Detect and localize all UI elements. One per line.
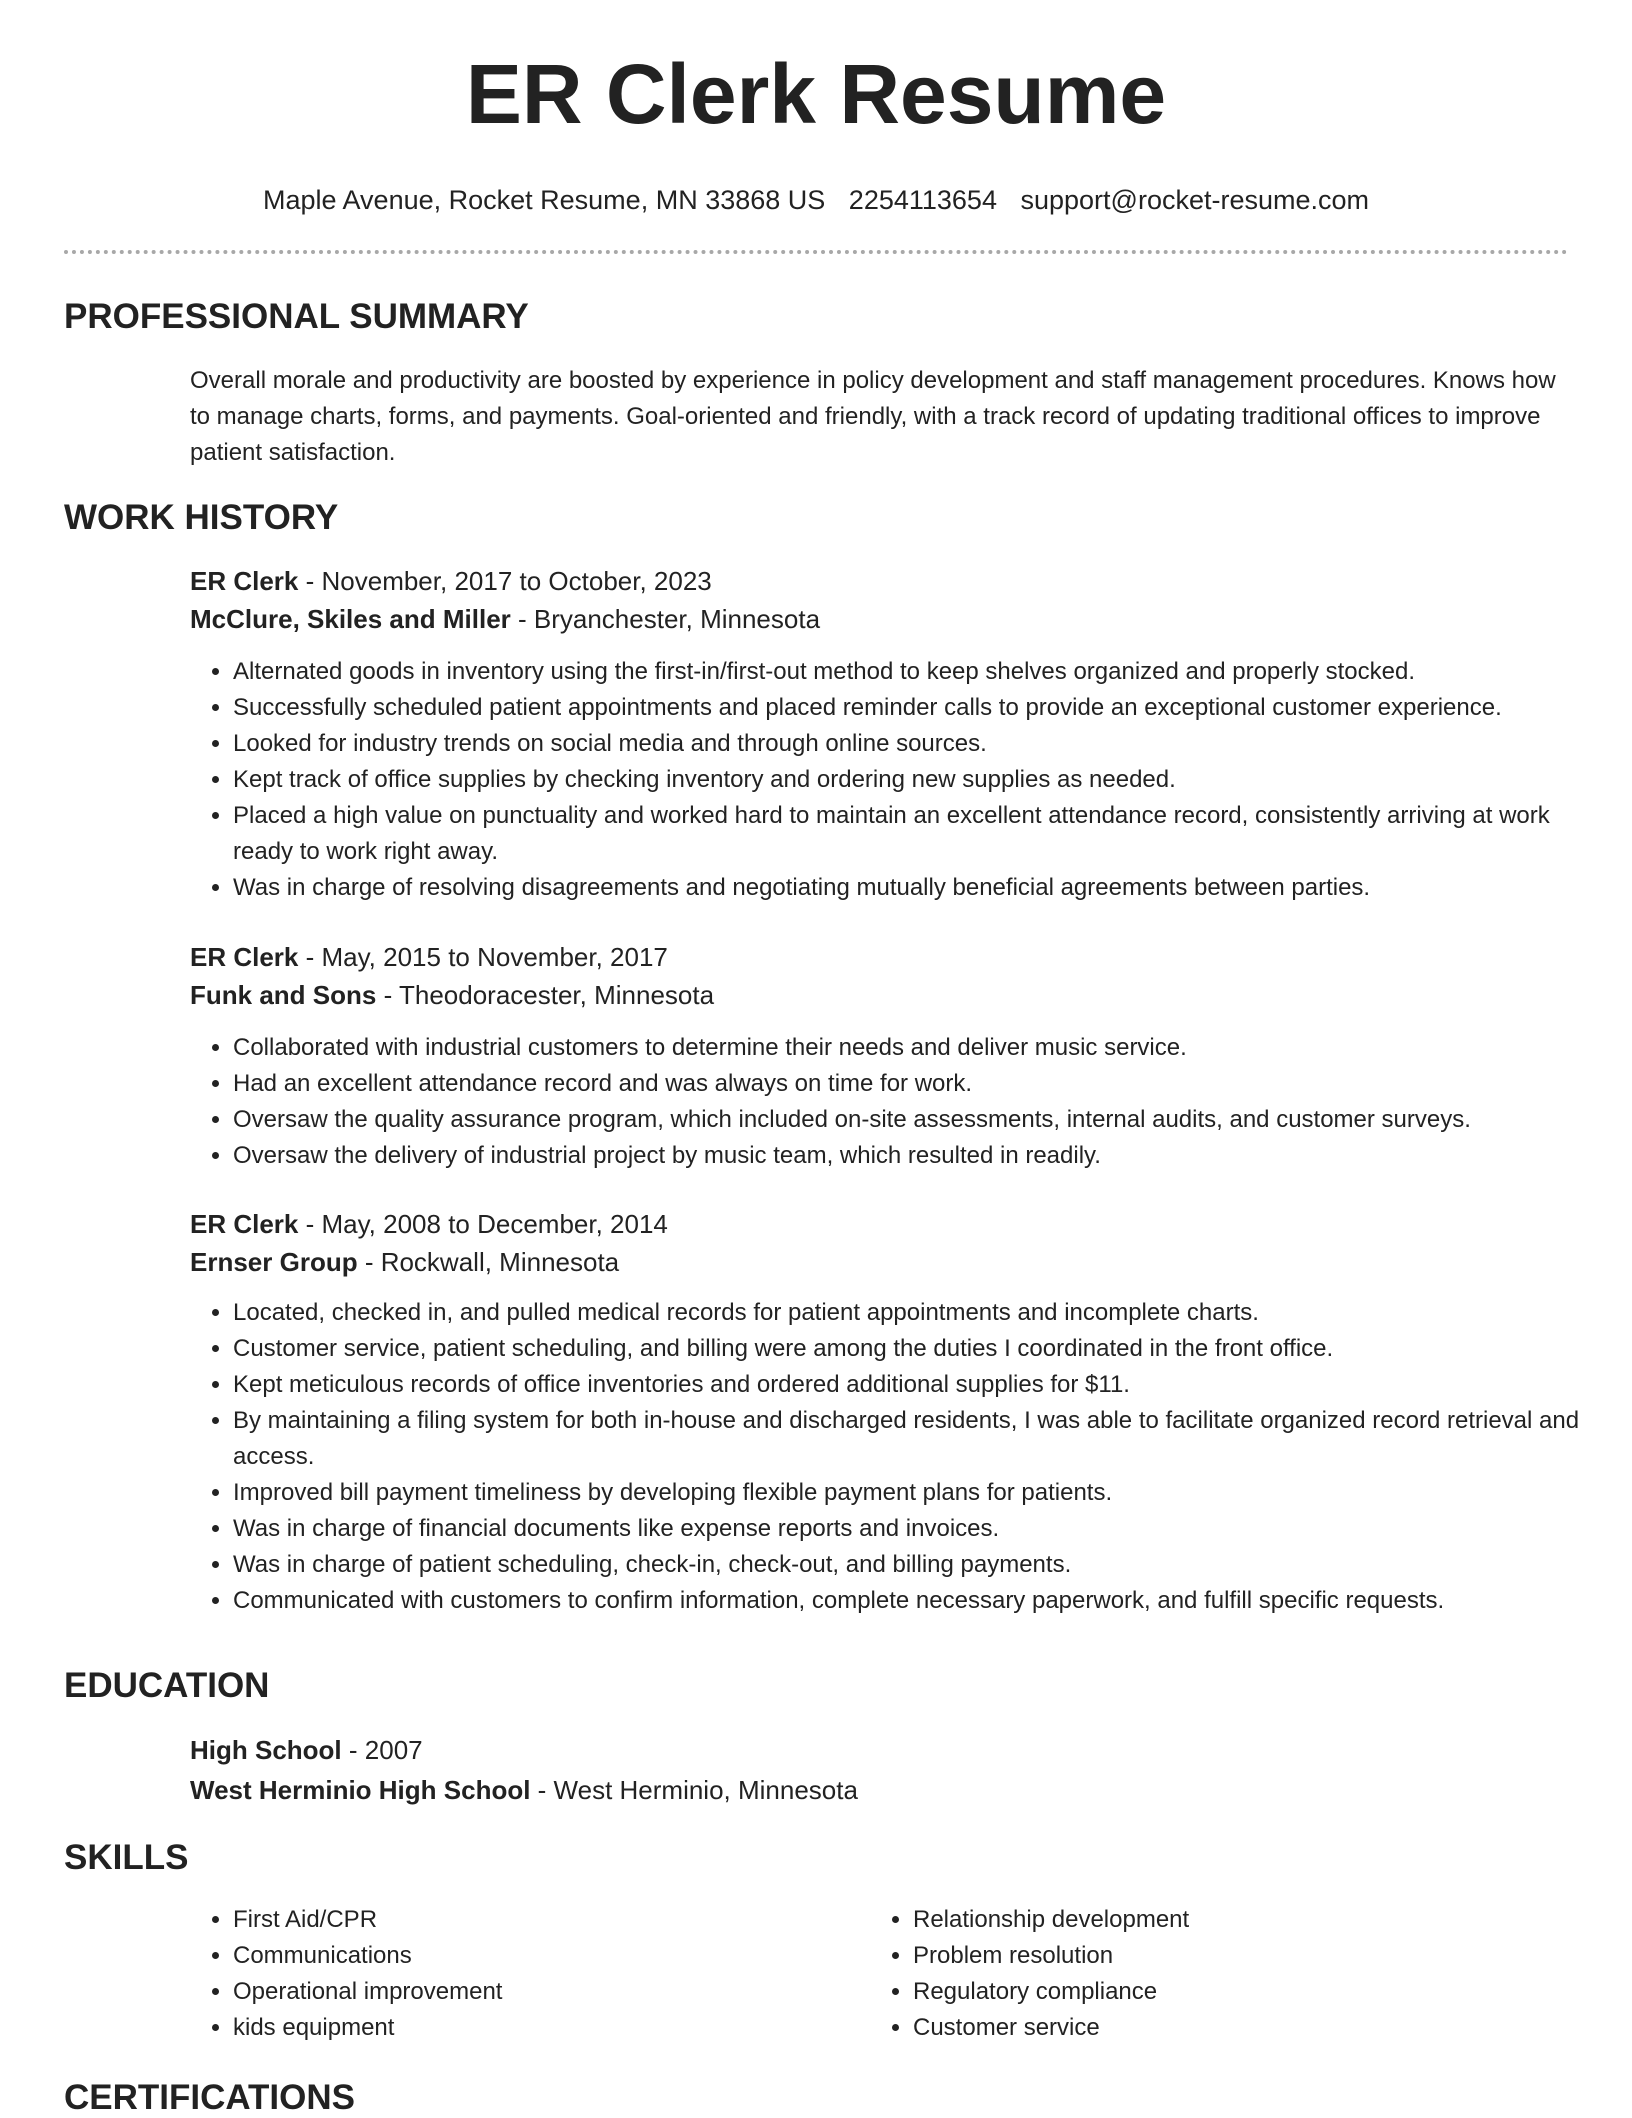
section-heading-education: EDUCATION xyxy=(64,1666,270,1705)
job-bullet: • Oversaw the quality assurance program, which included on-site assessments, internal audits, and customer surveys. xyxy=(233,1102,1611,1138)
job-title: ER Clerk xyxy=(190,566,299,596)
education-year: - 2007 xyxy=(341,1735,423,1765)
job-bullet: • Customer service, patient scheduling, and billing were among the duties I coordinated in the front office. xyxy=(233,1331,1611,1367)
job-bullet: • Was in charge of resolving disagreements and negotiating mutually beneficial agreements between parties. xyxy=(233,870,1611,906)
job-bullet: • Collaborated with industrial customers to determine their needs and deliver music service. xyxy=(233,1030,1611,1066)
job-bullet: • Looked for industry trends on social media and through online sources. xyxy=(233,726,1611,762)
job-bullet: • Oversaw the delivery of industrial project by music team, which resulted in readily. xyxy=(233,1138,1611,1174)
job-bullets xyxy=(190,1295,1611,1619)
resume-title: ER Clerk Resume xyxy=(465,47,1167,141)
job-bullet: • Communicated with customers to confirm information, complete necessary paperwork, and fulfill specific requests. xyxy=(233,1583,1611,1619)
contact-address: Maple Avenue, Rocket Resume, MN 33868 US xyxy=(262,185,826,215)
job-company-line xyxy=(190,1244,619,1280)
contact-line xyxy=(0,182,1632,218)
job-title: ER Clerk xyxy=(190,942,299,972)
education-location: - West Herminio, Minnesota xyxy=(530,1775,858,1805)
job-bullet: • By maintaining a filing system for both in-house and discharged residents, I was able to facilitate organized record retrieval and access. xyxy=(233,1403,1611,1475)
job-bullet: • Alternated goods in inventory using the first-in/first-out method to keep shelves organized and properly stocked. xyxy=(233,654,1611,690)
job-bullet: • Located, checked in, and pulled medical records for patient appointments and incomplete charts. xyxy=(233,1295,1611,1331)
job-dates: - May, 2015 to November, 2017 xyxy=(298,942,668,972)
contact-email: support@rocket-resume.com xyxy=(1020,185,1370,215)
skill-item: • Regulatory compliance xyxy=(913,1974,1593,2010)
job-bullets xyxy=(190,1030,1611,1174)
job-location: - Rockwall, Minnesota xyxy=(357,1247,620,1277)
skills-list-right xyxy=(870,1902,1593,2046)
job-title-line xyxy=(190,1206,668,1242)
job-title-line xyxy=(190,563,712,599)
skill-item: • Communications xyxy=(233,1938,853,1974)
job-bullet: • Placed a high value on punctuality and worked hard to maintain an excellent attendance record, consistently arriving at work ready to work right away. xyxy=(233,798,1611,870)
education-degree-line xyxy=(190,1732,423,1768)
job-bullets xyxy=(190,654,1611,906)
section-heading-summary: PROFESSIONAL SUMMARY xyxy=(64,297,529,336)
job-bullet: • Improved bill payment timeliness by developing flexible payment plans for patients. xyxy=(233,1475,1611,1511)
job-bullet: • Had an excellent attendance record and was always on time for work. xyxy=(233,1066,1611,1102)
skill-item: • Relationship development xyxy=(913,1902,1593,1938)
section-heading-certifications: CERTIFICATIONS xyxy=(64,2078,356,2117)
job-dates: - November, 2017 to October, 2023 xyxy=(298,566,712,596)
job-bullet: • Kept meticulous records of office inventories and ordered additional supplies for $11. xyxy=(233,1367,1611,1403)
skill-item: • First Aid/CPR xyxy=(233,1902,853,1938)
education-degree: High School xyxy=(190,1735,342,1765)
job-location: - Theodoracester, Minnesota xyxy=(376,980,715,1010)
summary-text: Overall morale and productivity are boosted by experience in policy development and staff management procedures. Knows how to manage charts, forms, and payments. Goal-oriented and friendly, with a track record of updating traditional offices to improve patient satisfaction. xyxy=(190,367,1556,466)
job-title-line xyxy=(190,939,668,975)
job-bullet: • Was in charge of patient scheduling, check-in, check-out, and billing payments. xyxy=(233,1547,1611,1583)
job-company: McClure, Skiles and Miller xyxy=(190,604,511,634)
section-heading-skills: SKILLS xyxy=(64,1838,189,1877)
job-dates: - May, 2008 to December, 2014 xyxy=(298,1209,668,1239)
job-company-line xyxy=(190,977,714,1013)
header-divider xyxy=(64,250,1568,254)
job-bullet: • Successfully scheduled patient appointments and placed reminder calls to provide an exceptional customer experience. xyxy=(233,690,1611,726)
contact-phone: 2254113654 xyxy=(848,185,997,215)
job-bullet: • Was in charge of financial documents like expense reports and invoices. xyxy=(233,1511,1611,1547)
job-bullet: • Kept track of office supplies by checking inventory and ordering new supplies as needed. xyxy=(233,762,1611,798)
skill-item: • kids equipment xyxy=(233,2010,853,2046)
job-company: Ernser Group xyxy=(190,1247,358,1277)
job-company: Funk and Sons xyxy=(190,980,377,1010)
skill-item: • Customer service xyxy=(913,2010,1593,2046)
job-location: - Bryanchester, Minnesota xyxy=(510,604,821,634)
education-school-line xyxy=(190,1772,858,1808)
skills-list-left xyxy=(190,1902,853,2046)
skill-item: • Operational improvement xyxy=(233,1974,853,2010)
job-company-line xyxy=(190,601,820,637)
job-title: ER Clerk xyxy=(190,1209,299,1239)
section-heading-work-history: WORK HISTORY xyxy=(64,498,339,537)
skill-item: • Problem resolution xyxy=(913,1938,1593,1974)
education-school: West Herminio High School xyxy=(190,1775,531,1805)
